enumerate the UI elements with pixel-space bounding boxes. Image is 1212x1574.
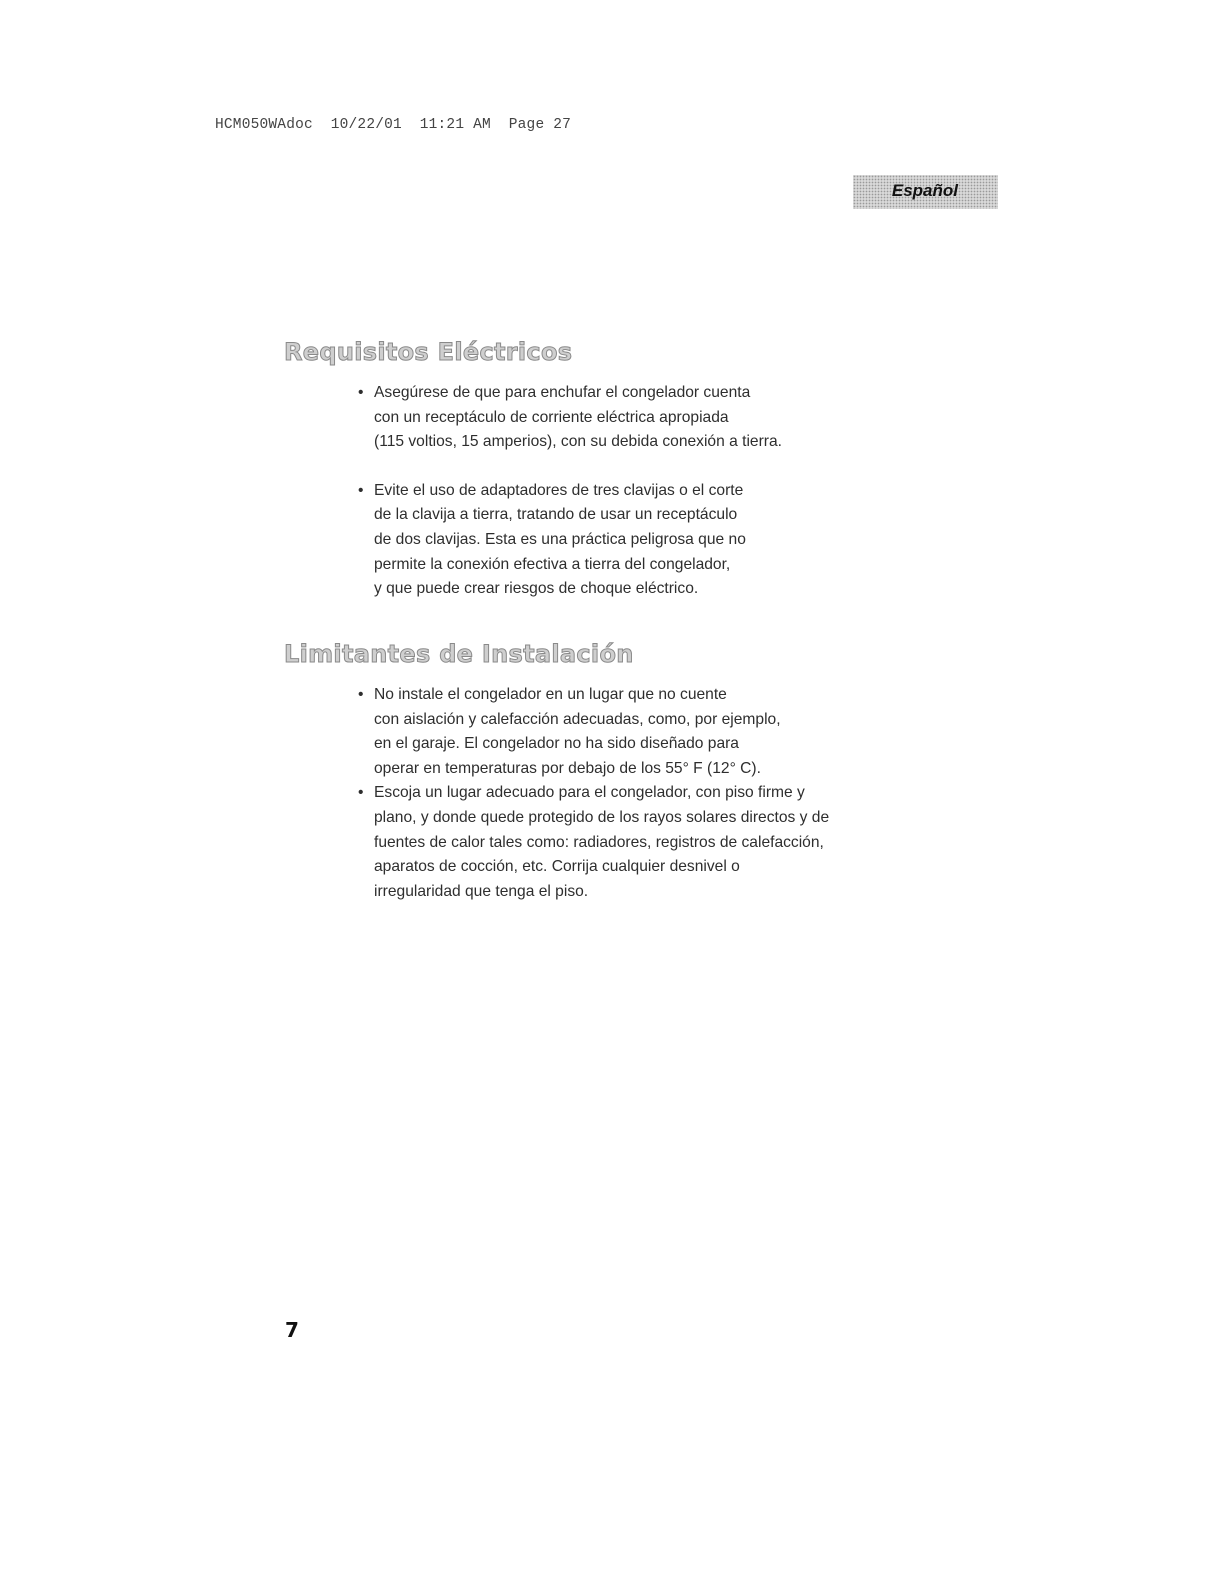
page-number: 7 [285,1318,299,1342]
text-line: fuentes de calor tales como: radiadores, registros de calefacción, [374,833,824,851]
list-item [358,781,829,904]
text-line: • Evite el uso de adaptadores de tres clavijas o el corte [374,481,744,499]
text-line: con aislación y calefacción adecuadas, como, por ejemplo, [374,710,781,728]
section-heading-installation-limits: Limitantes de Instalación [284,640,634,668]
text-line: plano, y donde quede protegido de los rayos solares directos y de [374,808,830,826]
text-line: operar en temperaturas por debajo de los 55° F (12° C). [374,759,761,777]
text-line: y que puede crear riesgos de choque eléctrico. [374,580,699,598]
text-line: aparatos de cocción, etc. Corrija cualquier desnivel o [374,858,740,876]
print-slug: HCM050WAdoc 10/22/01 11:21 AM Page 27 [215,117,572,133]
text-line: • Asegúrese de que para enchufar el congelador cuenta [374,384,751,401]
text-line: de la clavija a tierra, tratando de usar un receptáculo [374,506,738,524]
text-line: (115 voltios, 15 amperios), con su debida conexión a tierra. [374,433,782,451]
text-line: con un receptáculo de corriente eléctrica apropiada [374,408,729,426]
list-item [358,683,829,781]
text-line: irregularidad que tenga el piso. [374,882,589,900]
text-line: • Escoja un lugar adecuado para el congelador, con piso firme y [374,784,805,802]
electrical-requirements-list [358,381,782,602]
text-line: de dos clavijas. Esta es una práctica peligrosa que no [374,530,746,548]
text-line: permite la conexión efectiva a tierra del congelador, [374,555,731,573]
text-line: en el garaje. El congelador no ha sido diseñado para [374,735,739,753]
installation-limits-list [358,683,829,904]
text-line: • No instale el congelador en un lugar que no cuente [374,686,727,703]
language-tab [853,175,998,209]
list-item [358,479,782,602]
list-item [358,381,782,455]
section-heading-electrical-requirements: Requisitos Eléctricos [284,338,573,366]
language-tab-label: Español [891,181,958,200]
